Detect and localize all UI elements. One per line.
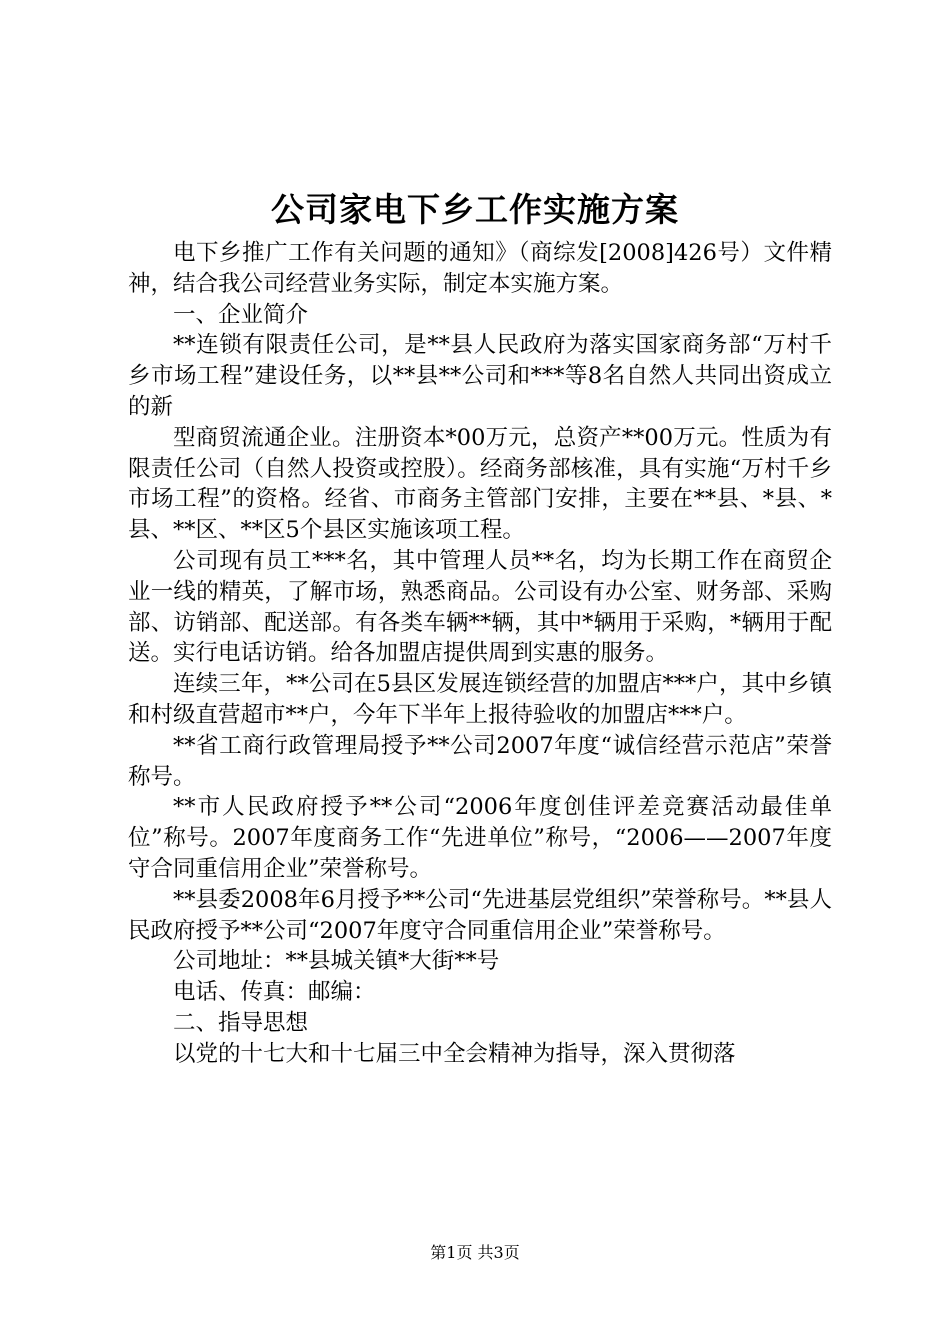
paragraph-address: 公司地址：**县城关镇*大街**号: [173, 948, 500, 975]
paragraph-franchise: 连续三年，**公司在5县区发展连锁经营的加盟店***户，其中乡镇和村级直营超市**户，今年下半年上报待验收的加盟店***户。: [128, 671, 832, 728]
paragraph-intro: 电下乡推广工作有关问题的通知》（商综发[2008]426号）文件精神，结合我公司经营业务实际，制定本实施方案。: [128, 240, 832, 297]
paragraph-honor-county: **县委2008年6月授予**公司“先进基层党组织”荣誉称号。**县人民政府授予**公司“2007年度守合同重信用企业”荣誉称号。: [128, 886, 832, 944]
paragraph-staff: 公司现有员工***名，其中管理人员**名，均为长期工作在商贸企业一线的精英，了解市场，熟悉商品。公司设有办公室、财务部、采购部、访销部、配送部。有各类车辆**辆，其中*辆用于采购，*辆用于配送。实行电话访销。给各加盟店提供周到实惠的服务。: [128, 547, 832, 667]
paragraph-honor-city: **市人民政府授予**公司“2006年度创佳评差竞赛活动最佳单位”称号。2007年度商务工作“先进单位”称号，“2006——2007年度守合同重信用企业”荣誉称号。: [128, 794, 832, 882]
paragraph-company-nature: 型商贸流通企业。注册资本*00万元，总资产**00万元。性质为有限责任公司（自然人投资或控股）。经商务部核准，具有实施“万村千乡市场工程”的资格。经省、市商务主管部门安排，主要在**县、*县、*县、**区、**区5个县区实施该项工程。: [128, 424, 832, 544]
section-heading-company-profile: 一、企业简介: [173, 301, 309, 328]
paragraph-honor-province: **省工商行政管理局授予**公司2007年度“诚信经营示范店”荣誉称号。: [128, 732, 832, 790]
page-number-footer: 第1页 共3页: [430, 1243, 520, 1262]
document-body: [128, 238, 832, 1070]
section-heading-guiding-ideology: 二、指导思想: [173, 1009, 309, 1036]
paragraph-company-founding: **连锁有限责任公司，是**县人民政府为落实国家商务部“万村千乡市场工程”建设任务，以**县**公司和***等8名自然人共同出资成立的新: [128, 332, 832, 420]
paragraph-contact: 电话、传真：邮编：: [173, 979, 376, 1006]
paragraph-guiding-ideology: 以党的十七大和十七届三中全会精神为指导，深入贯彻落: [173, 1040, 736, 1067]
document-title: 公司家电下乡工作实施方案: [271, 190, 679, 229]
